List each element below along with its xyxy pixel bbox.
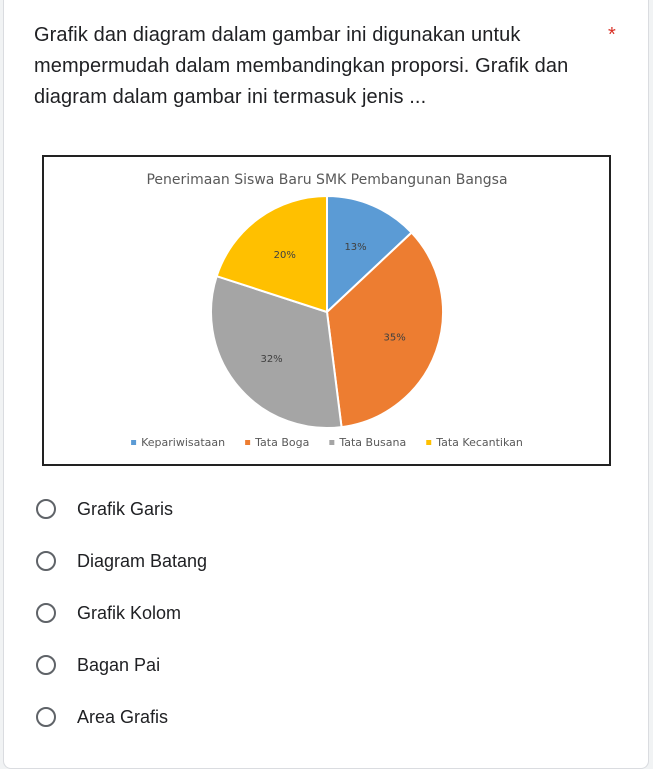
legend-swatch-tata-kecantikan — [426, 440, 431, 445]
legend-item-tata-busana — [329, 436, 406, 449]
option-diagram-batang[interactable] — [34, 535, 614, 587]
legend-swatch-tata-busana — [329, 440, 334, 445]
question-line: diagram dalam gambar ini termasuk jenis ... — [34, 86, 427, 108]
legend-label-tata-boga: Tata Boga — [255, 436, 310, 449]
radio-button-icon[interactable] — [36, 603, 56, 623]
question-line: Grafik dan diagram dalam gambar ini digunakan untuk — [34, 24, 521, 46]
data-label-tata-busana: 32% — [260, 353, 283, 365]
legend-label-tata-kecantikan: Tata Kecantikan — [436, 436, 523, 449]
legend-label-tata-busana: Tata Busana — [339, 436, 407, 449]
data-label-kepariwisataan: 13% — [344, 241, 367, 253]
pie-chart — [44, 157, 609, 464]
legend-item-tata-kecantikan — [426, 436, 523, 449]
option-area-grafis[interactable] — [34, 691, 614, 743]
legend-label-kepariwisataan: Kepariwisataan — [141, 436, 226, 449]
option-label: Area Grafis — [77, 706, 169, 727]
legend-swatch-tata-boga — [245, 440, 250, 445]
option-grafik-kolom[interactable] — [34, 587, 614, 639]
radio-button-icon[interactable] — [36, 707, 56, 727]
chart-title: Penerimaan Siswa Baru SMK Pembangunan Bangsa — [146, 172, 508, 188]
question-card — [3, 0, 649, 769]
question-line: mempermudah dalam membandingkan proporsi. Grafik dan — [34, 55, 569, 77]
legend-item-tata-boga — [245, 436, 309, 449]
answer-options — [34, 483, 614, 743]
pie-chart-image — [42, 155, 611, 466]
data-label-tata-kecantikan: 20% — [273, 249, 296, 261]
required-asterisk: * — [608, 24, 616, 46]
option-grafik-garis[interactable] — [34, 483, 614, 535]
option-bagan-pai[interactable] — [34, 639, 614, 691]
option-label: Grafik Garis — [77, 498, 174, 519]
option-label: Grafik Kolom — [77, 602, 182, 623]
radio-button-icon[interactable] — [36, 551, 56, 571]
data-label-tata-boga: 35% — [383, 332, 406, 344]
radio-button-icon[interactable] — [36, 655, 56, 675]
radio-button-icon[interactable] — [36, 499, 56, 519]
option-label: Diagram Batang — [77, 550, 208, 571]
option-label: Bagan Pai — [77, 654, 161, 675]
question-text — [34, 20, 604, 113]
legend-swatch-kepariwisataan — [131, 440, 136, 445]
legend-item-kepariwisataan — [131, 436, 225, 449]
